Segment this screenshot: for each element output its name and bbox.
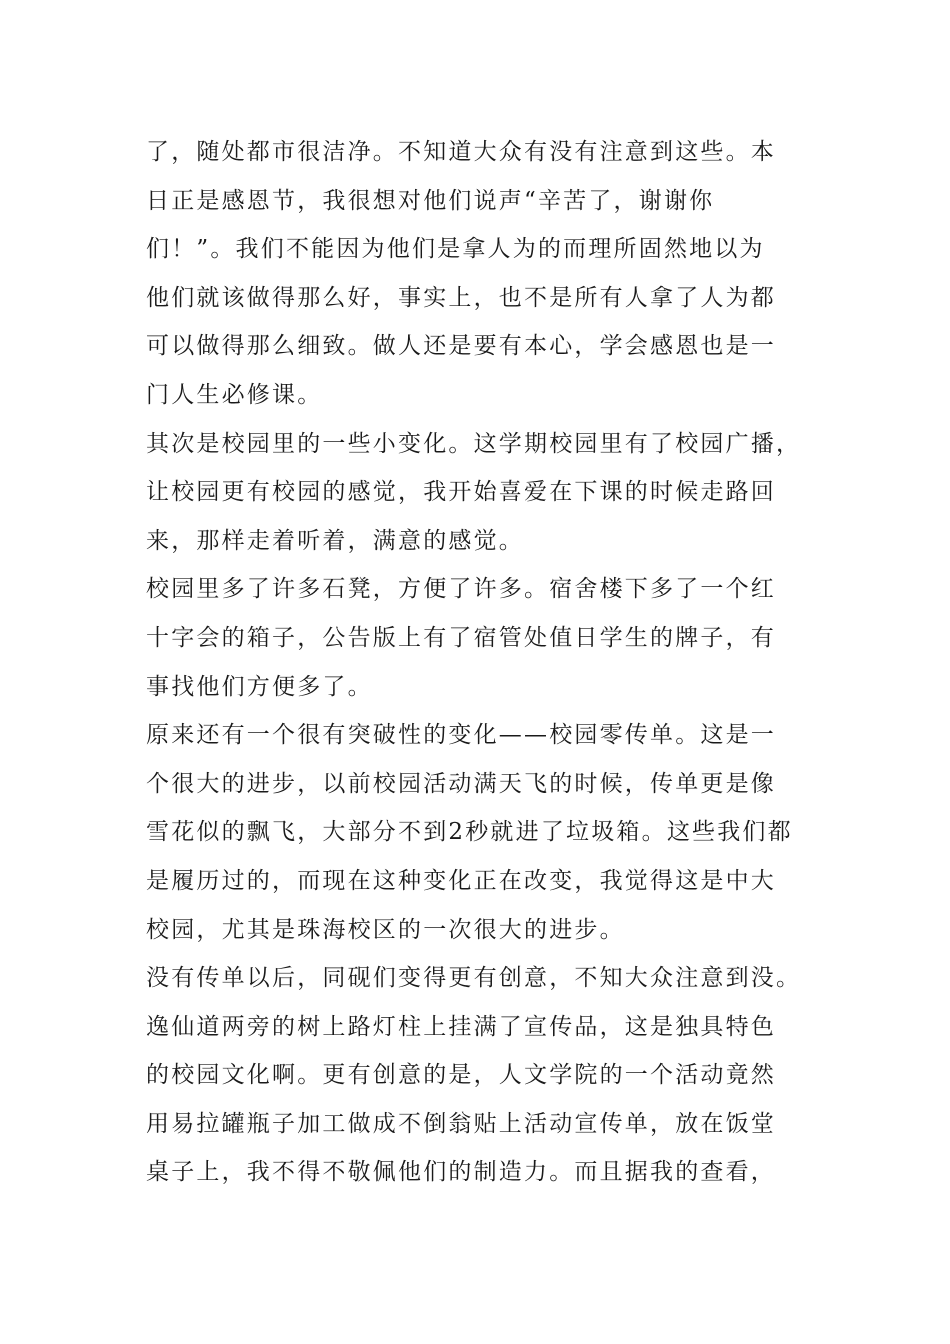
text-line: 门人生必修课。 [146,381,323,408]
text-line: 事找他们方便多了。 [146,673,373,700]
text-line: 用易拉罐瓶子加工做成不倒翁贴上活动宣传单，放在饭堂 [146,1110,776,1137]
text-line: 的校园文化啊。更有创意的是，人文学院的一个活动竟然 [146,1062,776,1089]
document-body [146,128,816,1197]
text-line: 校园，尤其是珠海校区的一次很大的进步。 [146,916,625,943]
text-line: 日正是感恩节，我很想对他们说声“辛苦了，谢谢你 [146,187,715,214]
text-line: 了，随处都市很洁净。不知道大众有没有注意到这些。本 [146,139,776,165]
text-line: 原来还有一个很有突破性的变化——校园零传单。这是一 [146,722,776,749]
text-line: 没有传单以后，同砚们变得更有创意，不知大众注意到没。 [146,965,802,992]
text-line: 逸仙道两旁的树上路灯柱上挂满了宣传品，这是独具特色 [146,1013,776,1040]
text-line: 来，那样走着听着，满意的感觉。 [146,527,524,554]
text-line: 其次是校园里的一些小变化。这学期校园里有了校园广播， [146,430,802,457]
text-line: 们！”。我们不能因为他们是拿人为的而理所固然地以为 [146,236,765,263]
text-line: 他们就该做得那么好，事实上，也不是所有人拿了人为都 [146,284,776,311]
text-line: 个很大的进步，以前校园活动满天飞的时候，传单更是像 [146,770,776,797]
text-line: 是履历过的，而现在这种变化正在改变，我觉得这是中大 [146,867,776,894]
text-line: 可以做得那么细致。做人还是要有本心，学会感恩也是一 [146,333,776,360]
text-line: 十字会的箱子，公告版上有了宿管处值日学生的牌子，有 [146,624,776,651]
text-line: 雪花似的飘飞，大部分不到2秒就进了垃圾箱。这些我们都 [146,819,793,846]
text-line: 校园里多了许多石凳，方便了许多。宿舍楼下多了一个红 [146,576,776,603]
text-line: 桌子上，我不得不敬佩他们的制造力。而且据我的查看， [146,1159,776,1186]
text-line: 让校园更有校园的感觉，我开始喜爱在下课的时候走路回 [146,479,776,506]
